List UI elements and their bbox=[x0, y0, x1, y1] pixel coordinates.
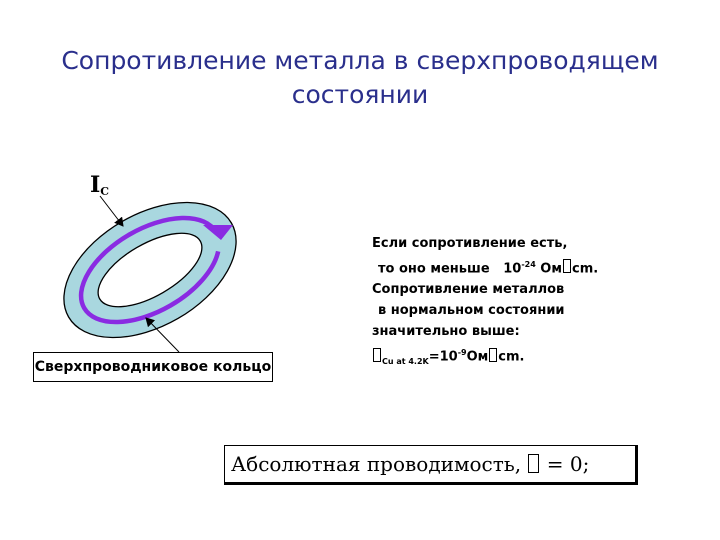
critical-current-label: $I_C$ bbox=[90, 172, 110, 198]
current-pointer-arrow bbox=[100, 196, 123, 226]
title-line-1: Сопротивление металла в сверхпроводящем bbox=[61, 46, 659, 75]
info-line-3: Сопротивление металлов bbox=[372, 282, 565, 298]
info-line-4: в нормальном состоянии bbox=[378, 303, 565, 319]
info-line-5: значительно выше: bbox=[372, 324, 520, 340]
missing-glyph-icon bbox=[373, 348, 381, 362]
info-line-1: Если сопротивление есть, bbox=[372, 236, 568, 251]
absolute-conductivity-box: Абсолютная проводимость, = 0; bbox=[224, 445, 638, 485]
missing-glyph-icon bbox=[563, 259, 571, 273]
ring-caption: Сверхпроводниковое кольцо bbox=[33, 352, 273, 382]
resistance-info bbox=[372, 233, 598, 372]
title-line-2: состоянии bbox=[291, 80, 429, 109]
missing-glyph-icon bbox=[489, 348, 497, 362]
info-line-6: $_{Cu at 4.2K}=10^{-9}Ом$ cm. bbox=[372, 342, 598, 372]
info-line-2: то оно меньше $10^{-24}$ Ом cm. bbox=[378, 260, 599, 277]
missing-glyph-icon bbox=[528, 454, 539, 473]
